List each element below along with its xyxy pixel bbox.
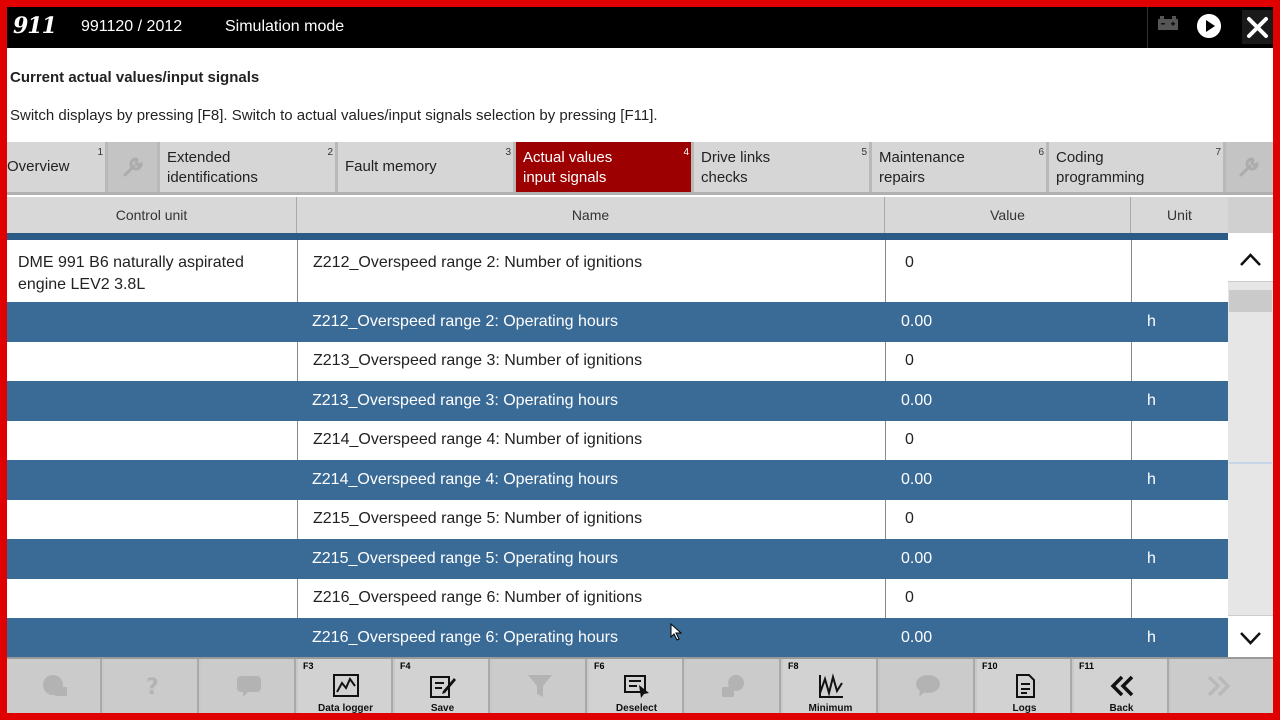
- minimum-button[interactable]: F8 Minimum: [783, 659, 878, 713]
- tab-overview[interactable]: Overview 1: [7, 142, 108, 192]
- page-title: Current actual values/input signals: [10, 69, 260, 86]
- tab-extended-identifications[interactable]: Extended identifications 2: [160, 142, 338, 192]
- tab-next[interactable]: [1226, 142, 1273, 192]
- double-left-icon: [1108, 673, 1136, 699]
- table-body: [7, 240, 1228, 657]
- info-icon: [914, 673, 942, 699]
- forward-button[interactable]: [1171, 659, 1273, 713]
- cell-name: Z212_Overspeed range 2: Operating hours: [312, 313, 618, 330]
- list-icon: [720, 673, 748, 699]
- cell-value: 0.00: [901, 629, 933, 646]
- tab-coding[interactable]: Coding programming 7: [1049, 142, 1226, 192]
- chevron-up-icon: [1239, 252, 1262, 268]
- scroll-up-button[interactable]: [1228, 240, 1273, 282]
- wrench-icon: [1238, 156, 1260, 178]
- title-bar: [7, 7, 1273, 48]
- cell-unit: h: [1147, 313, 1156, 330]
- deselect-icon: [623, 673, 651, 699]
- document-icon: [1011, 673, 1039, 699]
- tab-actual-values[interactable]: Actual values input signals 4: [516, 142, 694, 192]
- vehicle-info: 991120 / 2012: [81, 18, 183, 35]
- cell-unit: h: [1147, 550, 1156, 567]
- save-button[interactable]: F4 Save: [395, 659, 490, 713]
- table-row[interactable]: [7, 240, 1228, 302]
- col-value: Value: [885, 197, 1131, 233]
- cell-name: Z213_Overspeed range 3: Number of ignitions: [313, 352, 643, 369]
- help-icon: [138, 673, 166, 699]
- header-scroll-cap: [1228, 197, 1273, 233]
- app-window: [7, 7, 1273, 713]
- svg-text:?: ?: [146, 675, 159, 699]
- table-row[interactable]: [7, 460, 1228, 500]
- mode-label: Simulation mode: [225, 18, 345, 35]
- waveform-icon: [817, 673, 845, 699]
- table-row[interactable]: [7, 421, 1228, 460]
- double-right-icon: [1205, 673, 1233, 699]
- scroll-thumb[interactable]: [1229, 290, 1272, 312]
- table-row[interactable]: [7, 342, 1228, 381]
- filter-button[interactable]: [492, 659, 587, 713]
- scroll-down-button[interactable]: [1228, 615, 1273, 657]
- deselect-button[interactable]: F6 Deselect: [589, 659, 684, 713]
- header-divider: [1147, 7, 1148, 48]
- tab-underline: [7, 192, 1273, 195]
- tab-maintenance[interactable]: Maintenance repairs 6: [872, 142, 1049, 192]
- col-unit: Unit: [1167, 207, 1192, 223]
- save-edit-icon: [429, 673, 457, 699]
- cell-value: 0: [905, 254, 914, 271]
- cell-value: 0: [905, 589, 914, 606]
- tab-fault-memory[interactable]: Fault memory 3: [338, 142, 516, 192]
- chevron-down-icon: [1239, 630, 1262, 646]
- col-name: Name: [297, 197, 885, 233]
- scroll-track-marker: [1229, 462, 1272, 464]
- table-row[interactable]: [7, 302, 1228, 342]
- tab-tools[interactable]: [108, 142, 160, 192]
- cell-value: 0.00: [901, 471, 933, 488]
- info-button[interactable]: [880, 659, 975, 713]
- porsche-911-logo: 911: [13, 13, 56, 39]
- battery-icon: [1157, 16, 1179, 30]
- cell-name: Z216_Overspeed range 6: Number of ignitions: [313, 589, 643, 606]
- help-button[interactable]: [104, 659, 199, 713]
- play-icon[interactable]: [1197, 14, 1221, 38]
- cell-value: 0: [905, 352, 914, 369]
- cell-value: 0: [905, 431, 914, 448]
- list-button[interactable]: [686, 659, 781, 713]
- table-row[interactable]: [7, 539, 1228, 579]
- mouse-cursor-icon: [670, 623, 684, 641]
- cell-value: 0.00: [901, 313, 933, 330]
- cell-name: Z216_Overspeed range 6: Operating hours: [312, 629, 618, 646]
- cell-unit: h: [1147, 629, 1156, 646]
- cell-unit: h: [1147, 392, 1156, 409]
- cart-icon: [41, 673, 69, 699]
- table-row[interactable]: [7, 579, 1228, 618]
- cell-value: 0.00: [901, 392, 933, 409]
- cell-unit: h: [1147, 471, 1156, 488]
- page-description: Switch displays by pressing [F8]. Switch to actual values/input signals selection by pressing [F11].: [10, 107, 658, 124]
- table-row[interactable]: [7, 381, 1228, 421]
- cell-name: Z214_Overspeed range 4: Number of ignitions: [313, 431, 643, 448]
- tab-bar: [7, 142, 1273, 195]
- chat-button[interactable]: [201, 659, 296, 713]
- cell-name: Z212_Overspeed range 2: Number of ignitions: [313, 254, 643, 271]
- cell-control-unit: DME 991 B6 naturally aspirated engine LEV2 3.8L: [18, 254, 244, 293]
- cell-name: Z215_Overspeed range 5: Operating hours: [312, 550, 618, 567]
- wrench-icon: [122, 156, 144, 178]
- function-key-toolbar: [7, 657, 1273, 713]
- vertical-scrollbar[interactable]: [1228, 240, 1273, 657]
- close-icon[interactable]: [1242, 10, 1273, 44]
- chat-icon: [235, 673, 263, 699]
- table-row[interactable]: [7, 500, 1228, 539]
- cart-button[interactable]: [7, 659, 102, 713]
- filter-icon: [526, 673, 554, 699]
- data-logger-button[interactable]: F3 Data logger: [298, 659, 393, 713]
- header-accent-line: [7, 233, 1228, 240]
- table-row[interactable]: [7, 618, 1228, 657]
- logs-button[interactable]: F10 Logs: [977, 659, 1072, 713]
- cell-name: Z215_Overspeed range 5: Number of ignitions: [313, 510, 643, 527]
- cell-value: 0: [905, 510, 914, 527]
- col-control-unit: Control unit: [7, 197, 297, 233]
- chart-icon: [332, 673, 360, 699]
- tab-drive-links[interactable]: Drive links checks 5: [694, 142, 872, 192]
- cell-value: 0.00: [901, 550, 933, 567]
- back-button[interactable]: F11 Back: [1074, 659, 1169, 713]
- cell-name: Z213_Overspeed range 3: Operating hours: [312, 392, 618, 409]
- table-header: [7, 197, 1228, 233]
- cell-name: Z214_Overspeed range 4: Operating hours: [312, 471, 618, 488]
